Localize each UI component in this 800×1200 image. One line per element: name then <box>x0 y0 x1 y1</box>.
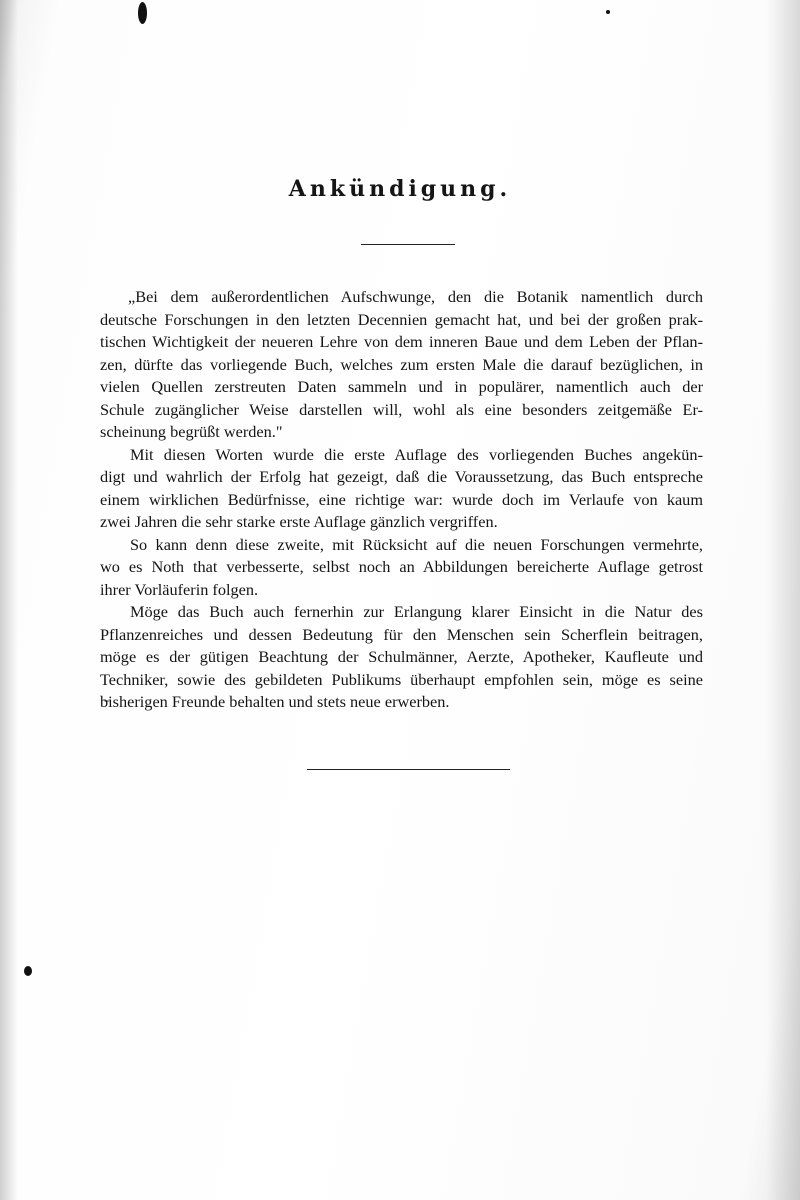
text-line: So kann denn diese zweite, mit Rücksicht auf die neuen Forschungen vermehrte, <box>130 534 703 554</box>
ink-smudge <box>138 2 147 24</box>
text-line: ihrer Vorläuferin folgen. <box>100 579 259 599</box>
paragraph <box>100 444 703 534</box>
text-line: Möge das Buch auch fernerhin zur Erlangung klarer Einsicht in die Natur des <box>130 602 703 621</box>
ink-speck <box>606 10 610 14</box>
page-title: Ankündigung. <box>288 176 512 202</box>
text-line: wo es Noth that verbesserte, selbst noch an Abbildungen bereicherte Auflage getrost <box>100 557 703 576</box>
text-line: bisherigen Freunde behalten und stets neue erwerben. <box>100 692 450 711</box>
text-line: Pflanzenreiches und dessen Bedeutung für den Menschen sein Scherflein beitragen, <box>100 624 703 644</box>
text-line: Schule zugänglicher Weise darstellen will, wohl als eine besonders zeitgemäße Er- <box>100 399 703 419</box>
paragraph <box>100 286 703 444</box>
text-line: scheinung begrüßt werden." <box>100 422 283 441</box>
closing-divider <box>307 769 510 770</box>
text-line: digt und wahrlich der Erfolg hat gezeigt, daß die Voraussetzung, das Buch entspreche <box>100 467 703 486</box>
text-line: Mit diesen Worten wurde die erste Auflage des vorliegenden Buches angekün- <box>130 444 703 464</box>
text-line: einem wirklichen Bedürfnisse, eine richtige war: wurde doch im Verlaufe von kaum <box>100 489 703 509</box>
text-line: vielen Quellen zerstreuten Daten sammeln und in populärer, namentlich auch der <box>100 377 703 396</box>
text-line: deutsche Forschungen in den letzten Decennien gemacht hat, und bei der großen prak- <box>100 309 703 329</box>
title-divider <box>361 244 455 245</box>
text-line: möge es der gütigen Beachtung der Schulmänner, Aerzte, Apotheker, Kaufleute und <box>100 647 703 666</box>
paragraph <box>100 534 703 602</box>
text-line: tischen Wichtigkeit der neueren Lehre von dem inneren Baue und dem Leben der Pflan- <box>100 332 703 351</box>
text-line: Techniker, sowie des gebildeten Publikums überhaupt empfohlen sein, möge es seine <box>100 669 703 689</box>
text-line: zen, dürfte das vorliegende Buch, welches zum ersten Male die darauf bezüglichen, in <box>100 354 703 374</box>
paragraph <box>100 601 703 714</box>
announcement-body <box>100 286 703 714</box>
text-line: „Bei dem außerordentlichen Aufschwunge, den die Botanik namentlich durch <box>128 287 703 306</box>
text-line: zwei Jahren die sehr starke erste Auflage gänzlich vergriffen. <box>100 512 498 531</box>
ink-speck <box>24 966 32 976</box>
